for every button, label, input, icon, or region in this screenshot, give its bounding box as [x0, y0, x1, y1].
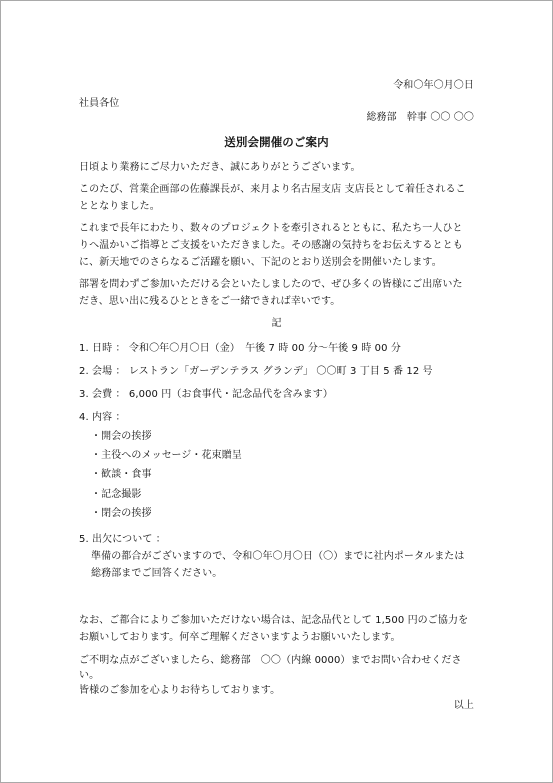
paragraph-2-line-2: りへ温かいご指導とご支援をいただきました。その感謝の気持ちをお伝えするととも: [79, 240, 463, 251]
item-date: 1. 日時 ： 令和〇年〇月〇日（金） 午後 7 時 00 分～午後 9 時 00 分: [79, 343, 401, 354]
document-date: 令和〇年〇月〇日: [393, 80, 474, 91]
item-content-label: 4. 内容 ：: [79, 412, 126, 423]
paragraph-1-line-2: ととなりました。: [79, 201, 160, 212]
content-item: ・開会の挨拶: [91, 431, 152, 442]
paragraph-3-line-2: だき、思い出に残るひとときをご一緒できれば幸いです。: [79, 296, 341, 307]
item-venue: 2. 会場 ： レストラン「ガーデンテラス グランデ」 〇〇町 3 丁目 5 番 12 号: [79, 366, 433, 377]
sender: 総務部 幹事 〇〇 〇〇: [366, 112, 474, 123]
content-item: ・主役へのメッセージ・花束贈呈: [91, 450, 242, 461]
content-item: ・記念撮影: [91, 489, 142, 500]
closing-wait: 皆様のご参加を心よりお待ちしております。: [79, 685, 281, 696]
greeting: 日頃より業務にご尽力いただき、誠にありがとうございます。: [79, 162, 361, 173]
rsvp-text-line-2: 総務部までご回答ください。: [91, 568, 223, 579]
ki-heading: 記: [271, 318, 282, 329]
end-mark: 以上: [453, 700, 474, 711]
note-line-2: お願いしております。何卒ご理解くださいますようお願いいたします。: [79, 632, 401, 643]
rsvp-text-line-1: 準備の都合がございますので、令和〇年〇月〇日（〇）までに社内ポータルまたは: [91, 551, 465, 562]
item-fee: 3. 会費 ： 6,000 円（お食事代・記念品代を含みます）: [79, 389, 333, 400]
content-item: ・歓談・食事: [91, 469, 152, 480]
note-line-1: なお、ご都合によりご参加いただけない場合は、記念品代として 1,500 円のご協力を: [79, 615, 469, 626]
paragraph-2-line-1: これまで長年にわたり、数々のプロジェクトを牽引されるとともに、私たち一人ひと: [79, 223, 463, 234]
paragraph-1-line-1: このたび、営業企画部の佐藤課長が、来月より名古屋支店 支店長として着任されるこ: [79, 184, 466, 195]
contact-line-2: い。: [79, 670, 100, 681]
item-rsvp-label: 5. 出欠について ：: [79, 534, 166, 545]
paragraph-2-line-3: に、新天地でのさらなるご活躍を願い、下記のとおり送別会を開催いたします。: [79, 257, 442, 268]
contact-line-1: ご不明な点がございましたら、総務部 〇〇（内線 0000）までお問い合わせくださ: [79, 655, 462, 666]
paragraph-3-line-1: 部署を問わずご参加いただける会といたしましたので、ぜひ多くの皆様にご出席いた: [79, 279, 463, 290]
document-title: 送別会開催のご案内: [224, 135, 329, 149]
recipient: 社員各位: [79, 98, 120, 109]
content-item: ・閉会の挨拶: [91, 508, 152, 519]
